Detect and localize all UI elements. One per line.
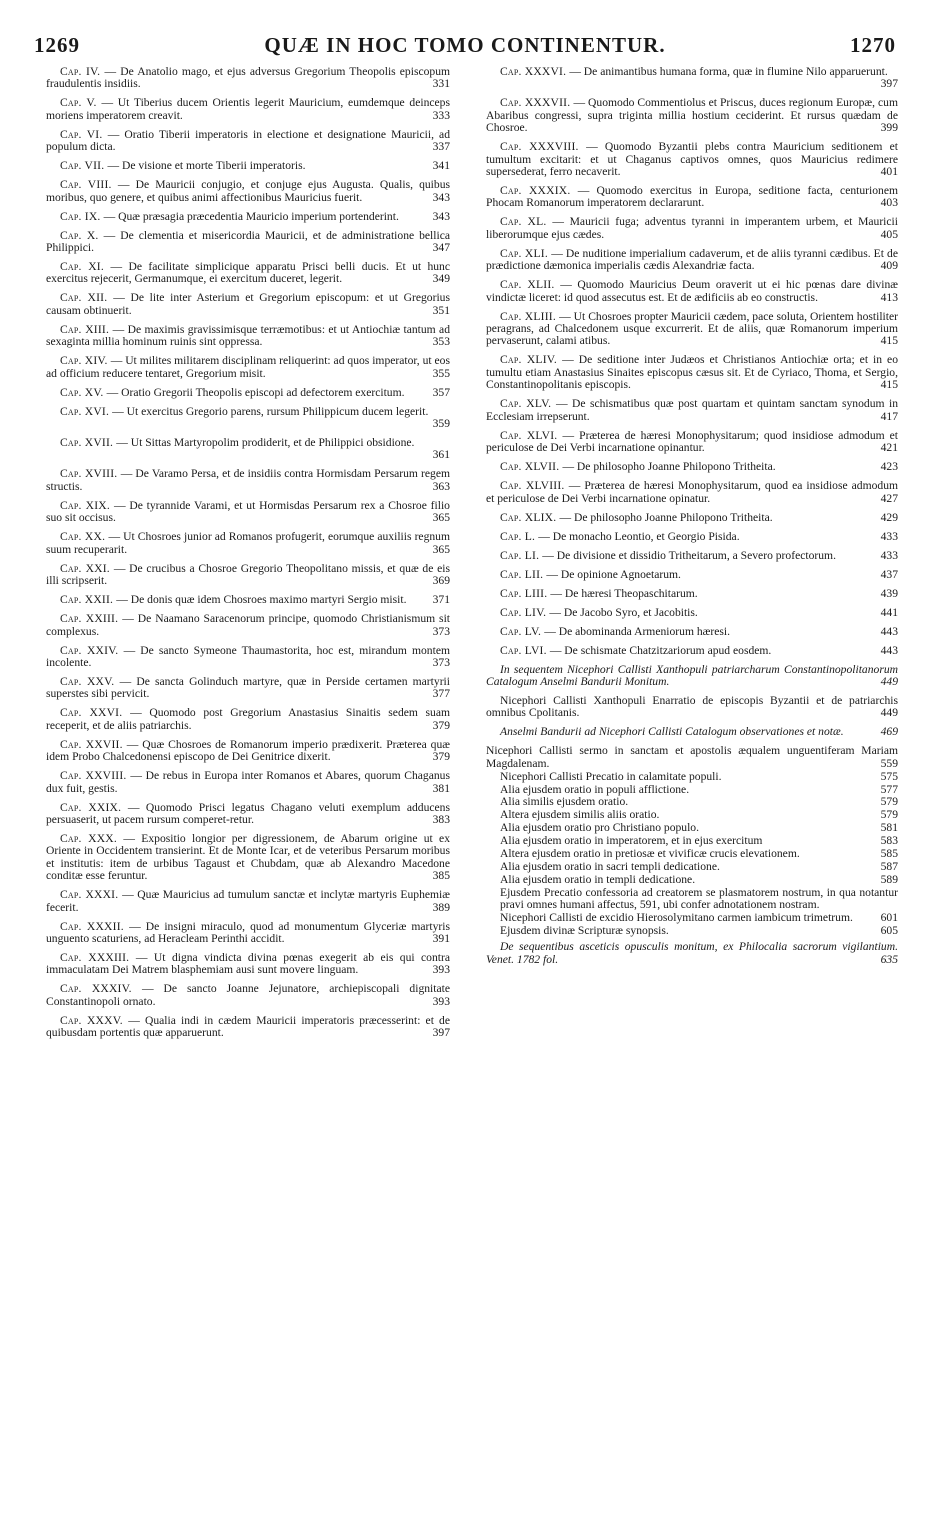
toc-entry <box>486 569 898 581</box>
toc-entry <box>46 179 450 204</box>
toc-entry <box>486 531 898 543</box>
toc-entry <box>46 983 450 1008</box>
chapter-number: Cap. XXIV. <box>60 643 124 657</box>
chapter-text: — Quomodo Mauricius Deum oraverit ut ei hic pœnas dare divinæ vindictæ liceret: id quod assecutus est. Et de ædificiis ab eo constructis. <box>486 278 898 304</box>
chapter-number: Cap. LV. <box>500 624 545 638</box>
chapter-text: — De facilitate simplicique apparatu Prisci belli ducis. Et ut hunc exercitus rejecerit, Germanumque, ei exercitum duceret, legerit. <box>46 260 450 286</box>
chapter-number: Cap. XVI. <box>60 404 113 418</box>
chapter-number: Cap. XVII. <box>60 436 117 450</box>
page-ref: 361 <box>432 448 450 462</box>
chapter-text: — De philosopho Joanne Philopono Tritheita. <box>559 510 773 524</box>
chapter-number: Cap. L. <box>500 529 539 543</box>
chapter-number: Cap. XLIX. <box>500 510 560 524</box>
chapter-text: — De donis quæ idem Chosroes maximo martyri Sergio misit. <box>116 593 407 607</box>
chapter-number: Cap. XLVIII. <box>500 479 569 493</box>
page-ref: 343 <box>432 209 450 223</box>
chapter-text: — Quomodo Byzantii plebs contra Mauricium seditionem et tumultum excitarit: et ut Chaganus captivos omnes, quos Mauricius redimere supersederat, ferro necaverit. <box>486 140 898 179</box>
toc-entry <box>486 216 898 241</box>
entry-text: Alia ejusdem oratio in sacri templi dedicatione. <box>500 859 720 873</box>
page-ref: 379 <box>432 718 450 732</box>
page-ref: 379 <box>432 750 450 764</box>
chapter-text: — De visione et morte Tiberii imperatoris. <box>107 159 306 173</box>
chapter-text: — De schismatibus quæ post quartam et quintam sanctam synodum in Ecclesiam irrepserunt. <box>486 397 898 423</box>
page-ref: 363 <box>432 479 450 493</box>
page-ref: 355 <box>432 366 450 380</box>
toc-entry <box>46 563 450 588</box>
chapter-number: Cap. XVIII. <box>60 467 121 481</box>
right-column <box>486 66 898 973</box>
chapter-text: — Præterea de hæresi Monophysitarum, quod ea insidiose admodum et periculose de Dei Verbi incarnatione opinatur. <box>486 479 899 505</box>
toc-entry <box>46 355 450 380</box>
sermon-entry <box>486 874 898 886</box>
chapter-text: — De Mauricii conjugio, et conjuge ejus Augusta. Qualis, quibus moribus, quo genere, et quibus animi affectionibus Mauricius fuerit. <box>46 178 451 204</box>
page-ref: 403 <box>880 196 898 210</box>
sermon-entry <box>486 925 898 937</box>
chapter-number: Cap. XXIII. <box>60 612 123 626</box>
chapter-text: — Quæ præsagia præcedentia Mauricio imperium portenderint. <box>103 209 399 223</box>
chapter-text: — De nuditione imperialium cadaverum, et de aliis tyranni cædibus. Et de prædictione dæmonica imperialis cædis Alexandriæ facta. <box>486 246 899 273</box>
page-ref: 415 <box>880 378 898 392</box>
chapter-number: Cap. XXXV. <box>60 1013 129 1027</box>
toc-entry <box>486 398 898 423</box>
page-ref: 349 <box>432 272 450 286</box>
toc-entry <box>46 676 450 701</box>
entry-text: Alia ejusdem oratio pro Christiano populo. <box>500 821 699 835</box>
chapter-number: Cap. IX. <box>60 209 104 223</box>
page-ref: 383 <box>432 812 450 826</box>
chapter-text: — De maximis gravissimisque terræmotibus: et ut Antiochiæ tantum ad sexaginta millia hominum ruinis sint oppressa. <box>46 322 450 349</box>
page-ref: 401 <box>880 165 898 179</box>
toc-entry <box>46 952 450 977</box>
page-ref: 579 <box>880 795 898 809</box>
page-ref: 343 <box>432 190 450 204</box>
page-ref: 373 <box>432 655 450 669</box>
page-ref: 397 <box>880 77 898 91</box>
page-ref: 423 <box>880 460 898 474</box>
chapter-number: Cap. XLII. <box>500 278 561 292</box>
toc-entry <box>486 430 898 455</box>
chapter-text: — Ut milites militarem disciplinam reliquerint: ad quos imperator, ut eos ad officium reducere tentaret, Gregorium misit. <box>46 354 450 380</box>
page-ref: 589 <box>880 872 898 886</box>
page-ref: 341 <box>432 159 450 173</box>
chapter-text: — Ut Sittas Martyropolim prodiderit, et de Philippici obsidione. <box>116 436 415 450</box>
toc-entry <box>46 437 450 462</box>
chapter-number: Cap. XXXII. <box>60 919 130 933</box>
chapter-text: — Quæ Chosroes de Romanorum imperio prædixerit. Præterea quæ idem Probo Chalcedonensi episcopo de Dei Genitrice dixerit. <box>46 737 451 764</box>
toc-entry <box>46 707 450 732</box>
chapter-text: — Ut Chosroes junior ad Romanos profugerit, eorumque auxiliis regnum suum recuperarit. <box>46 530 450 556</box>
chapter-text: — De hæresi Theopaschitarum. <box>550 586 698 600</box>
chapter-number: Cap. XXXI. <box>60 888 123 902</box>
chapter-number: Cap. XXXVIII. <box>500 140 587 154</box>
chapter-text: — De divisione et dissidio Tritheitarum, a Severo profectorum. <box>542 548 836 562</box>
page-ref: 365 <box>432 511 450 525</box>
toc-entry <box>486 645 898 657</box>
entry-text: Alia ejusdem oratio in populi afflictione. <box>500 782 690 796</box>
toc-entry <box>486 550 898 562</box>
toc-entry <box>46 387 450 399</box>
entry-text: In sequentem Nicephori Callisti Xanthopuli patriarcharum Constantinopolitanorum Catalogum Anselmi Bandurii Monitum. <box>486 662 898 688</box>
page-number-left: 1269 <box>34 33 80 57</box>
chapter-number: Cap. XL. <box>500 215 553 229</box>
chapter-number: Cap. XXI. <box>60 561 114 575</box>
chapter-number: Cap. XII. <box>60 291 114 305</box>
page-number-right: 1270 <box>850 33 896 57</box>
toc-entry <box>486 185 898 210</box>
chapter-text: — De Varamo Persa, et de insidiis contra Hormisdam Persarum regem structis. <box>46 467 451 493</box>
chapter-text: — Ut Chosroes propter Mauricii cædem, pace soluta, Orientem hostiliter peragrans, ad Chalcedonem usque excurrerit. Et de aliis, quæ Romanorum imperium pervaserunt, calami atibus. <box>486 309 898 348</box>
toc-entry <box>486 248 898 273</box>
chapter-text: — De monacho Leontio, et Georgio Pisida. <box>538 529 740 543</box>
chapter-number: Cap. XXXVI. <box>500 65 570 78</box>
toc-entry <box>486 141 898 178</box>
page-ref: 427 <box>880 491 898 505</box>
monitum-entry <box>486 664 898 689</box>
chapter-number: Cap. XLI. <box>500 246 552 260</box>
chapter-text: — De opinione Agnoetarum. <box>546 567 681 581</box>
toc-entry <box>46 531 450 556</box>
entry-text: Altera ejusdem similis aliis oratio. <box>500 808 660 822</box>
page-ref: 437 <box>880 567 898 581</box>
toc-entry <box>46 129 450 154</box>
chapter-text: — De Anatolio mago, et ejus adversus Gregorium Theopolis episcopum fraudulentis insidiis. <box>46 65 451 91</box>
page-ref: 585 <box>880 847 898 861</box>
sermon-entry <box>486 809 898 821</box>
toc-entry <box>46 468 450 493</box>
chapter-number: Cap. XXX. <box>60 831 124 845</box>
toc-entry <box>46 211 450 223</box>
chapter-text: — De seditione inter Judæos et Christianos Antiochiæ orta; et in eo tumultu etiam Anastasius Sinaites episcopus cæsus sit. Et de Cyriaco, Thoma, et Sergio, Constantinopolitanis episcopis. <box>486 353 899 392</box>
page-ref: 385 <box>432 869 450 883</box>
page-ref: 581 <box>880 821 898 835</box>
chapter-number: Cap. XLV. <box>500 397 556 411</box>
page-ref: 393 <box>432 963 450 977</box>
page-ref: 331 <box>432 77 450 91</box>
chapter-text: — De animantibus humana forma, quæ in flumine Nilo apparuerunt. <box>569 65 888 78</box>
page-ref: 333 <box>432 108 450 122</box>
toc-entry <box>46 261 450 286</box>
entry-text: Alia ejusdem oratio in imperatorem, et in ejus exercitum <box>500 834 763 848</box>
chapter-number: Cap. XLVI. <box>500 428 563 442</box>
chapter-number: Cap. XXV. <box>60 674 120 688</box>
toc-entry <box>486 354 898 391</box>
toc-entry <box>46 802 450 827</box>
page-ref: 575 <box>880 769 898 783</box>
page-ref: 417 <box>880 409 898 423</box>
chapter-number: Cap. XXVII. <box>60 737 127 751</box>
page-ref: 371 <box>432 593 450 607</box>
toc-entry <box>46 739 450 764</box>
sermon-entry <box>486 745 898 770</box>
entry-text: Nicephori Callisti Precatio in calamitate populi. <box>500 769 722 783</box>
toc-entry <box>46 613 450 638</box>
enarratio-entry <box>486 695 898 720</box>
page-ref: 433 <box>880 529 898 543</box>
sermon-entry <box>486 784 898 796</box>
chapter-number: Cap. IV. <box>60 65 105 78</box>
toc-entry <box>486 97 898 134</box>
entry-text: Alia ejusdem oratio in templi dedicatione. <box>500 872 696 886</box>
page-ref: 587 <box>880 859 898 873</box>
toc-entry <box>46 645 450 670</box>
chapter-text: — Mauricii fuga; adventus tyranni in imperantem urbem, et Mauricii liberorumque ejus cædes. <box>486 215 898 241</box>
page-ref: 377 <box>432 687 450 701</box>
page-ref: 583 <box>880 834 898 848</box>
toc-entry <box>486 480 898 505</box>
sermon-entry <box>486 835 898 847</box>
page-ref: 409 <box>880 259 898 273</box>
chapter-number: Cap. LIII. <box>500 586 551 600</box>
toc-entry <box>486 279 898 304</box>
chapter-number: Cap. LII. <box>500 567 547 581</box>
page-ref: 373 <box>432 624 450 638</box>
chapter-text: — Oratio Gregorii Theopolis episcopi ad defectorem exercitum. <box>106 385 405 399</box>
chapter-number: Cap. VIII. <box>60 178 118 192</box>
chapter-number: Cap. VI. <box>60 127 108 141</box>
chapter-text: — De tyrannide Varami, et ut Hormisdas Persarum rex a Chosroe filio suo sit occisus. <box>46 498 450 525</box>
chapter-text: — Expositio longior per digressionem, de Abarum origine ut ex Oriente in Occidentem transierint. Et de Monte Icar, et de veteribus Persarum moribus et institutis: item de urbibus Tagaust et Chubdam, quæ ab Alexandro Macedone conditæ esse feruntur. <box>46 831 450 883</box>
chapter-text: — De abominanda Armeniorum hæresi. <box>544 624 731 638</box>
chapter-number: Cap. LVI. <box>500 643 550 657</box>
toc-entry <box>46 770 450 795</box>
chapter-number: Cap. XXIX. <box>60 800 128 814</box>
sermon-entry <box>486 912 898 924</box>
chapter-text: — Quæ Mauricius ad tumulum sanctæ et inclytæ martyris Euphemiæ fecerit. <box>46 888 451 914</box>
page-ref: 353 <box>432 335 450 349</box>
chapter-number: Cap. XXXIX. <box>500 184 578 198</box>
page-ref: 415 <box>880 334 898 348</box>
chapter-number: Cap. XIII. <box>60 322 113 336</box>
page-ref: 391 <box>432 931 450 945</box>
page-ref: 469 <box>880 725 898 739</box>
chapter-text: — Oratio Tiberii imperatoris in electione et designatione Mauricii, ad populum dicta. <box>46 127 450 154</box>
sermon-entry <box>486 796 898 808</box>
toc-entry <box>46 1015 450 1040</box>
sermon-entry <box>486 822 898 834</box>
page-ref: 429 <box>880 510 898 524</box>
chapter-text: — De lite inter Asterium et Gregorium episcopum: et ut Gregorius causam obtinuerit. <box>46 291 450 317</box>
chapter-text: — Ut Tiberius ducem Orientis legerit Mauricium, eumdemque deinceps moriens imperatorem creavit. <box>46 96 450 122</box>
page-ref: 449 <box>880 706 898 720</box>
toc-entry <box>46 160 450 172</box>
page-ref: 359 <box>432 417 450 431</box>
chapter-number: Cap. XLVII. <box>500 460 563 474</box>
toc-entry <box>46 292 450 317</box>
page-ref: 439 <box>880 586 898 600</box>
page-ref: 381 <box>432 781 450 795</box>
chapter-text: — De rebus in Europa inter Romanos et Abares, quorum Chaganus dux fuit, gestis. <box>46 769 450 795</box>
entry-text: De sequentibus asceticis opusculis monitum, ex Philocalia sacrorum vigilantium. Venet. 1782 fol. <box>486 940 898 966</box>
toc-entry <box>486 311 898 348</box>
toc-entry <box>46 324 450 349</box>
chapter-text: — Quomodo Commentiolus et Priscus, duces regionum Europæ, cum Abaribus congressi, supra triginta millia hostium ceciderint. Et rursus quædam de Chosroe. <box>486 96 898 135</box>
page-ref: 559 <box>880 756 898 770</box>
chapter-number: Cap. XLIII. <box>500 309 560 323</box>
left-column <box>46 66 450 1046</box>
chapter-text: — De sancta Golinduch martyre, quæ in Perside certamen martyrii superstes sibi pervicit. <box>46 674 450 701</box>
chapter-text: — De crucibus a Chosroe Gregorio Theopolitano missis, et quæ de eis illi scripserit. <box>46 561 450 588</box>
page-ref: 365 <box>432 542 450 556</box>
observationes-entry <box>486 726 898 738</box>
chapter-number: Cap. XXII. <box>60 593 117 607</box>
chapter-number: Cap. LI. <box>500 548 543 562</box>
toc-entry <box>46 66 450 91</box>
toc-entry <box>46 97 450 122</box>
page-ref: 397 <box>432 1026 450 1040</box>
toc-entry <box>46 500 450 525</box>
chapter-number: Cap. XX. <box>60 530 109 544</box>
chapter-number: Cap. XI. <box>60 260 111 274</box>
entry-text: Altera ejusdem oratio in pretiosæ et vivificæ crucis elevationem. <box>500 847 800 861</box>
chapter-number: Cap. XXVI. <box>60 706 131 720</box>
toc-entry <box>486 461 898 473</box>
chapter-text: — De schismate Chatzitzariorum apud eosdem. <box>549 643 772 657</box>
page-ref: 413 <box>880 290 898 304</box>
sermon-entry <box>486 887 898 912</box>
page-header <box>34 33 896 61</box>
chapter-text: — De clementia et misericordia Mauricii, et de administratione bellica Philippici. <box>46 228 450 255</box>
entry-text: Ejusdem Precatio confessoria ad creatorem se plasmatorem nostrum, in qua notantur pravi omnes humani affectus, 591, ubi confer adnotationem nostram. <box>500 885 898 912</box>
toc-entry <box>486 626 898 638</box>
entry-text: Nicephori Callisti Xanthopuli Enarratio de episcopis Byzantii et de patriarchis omnibus Cpolitanis. <box>486 693 898 720</box>
page-ref: 577 <box>880 782 898 796</box>
page-ref: 405 <box>880 227 898 241</box>
toc-entry <box>486 588 898 600</box>
chapter-number: Cap. XXXVII. <box>500 96 574 110</box>
toc-entry <box>486 607 898 619</box>
toc-entry <box>46 230 450 255</box>
toc-entry <box>46 833 450 883</box>
page-ref: 421 <box>880 441 898 455</box>
chapter-text: — Ut exercitus Gregorio parens, rursum Philippicum ducem legerit. <box>112 404 429 418</box>
entry-text: Alia similis ejusdem oratio. <box>500 795 629 809</box>
page-ref: 443 <box>880 643 898 657</box>
entry-text: Anselmi Bandurii ad Nicephori Callisti Catalogum observationes et notæ. <box>500 725 844 739</box>
chapter-text: — De sancto Symeone Thaumastorita, hoc est, mirandum montem incolente. <box>46 643 450 669</box>
page-ref: 369 <box>432 574 450 588</box>
chapter-number: Cap. XLIV. <box>500 353 563 367</box>
toc-entry <box>46 889 450 914</box>
toc-entry <box>46 921 450 946</box>
chapter-text: — Quomodo post Gregorium Anastasius Sinaitis sedem suam receperit, et de aliis patriarchis. <box>46 706 450 732</box>
entry-text: Nicephori Callisti de excidio Hierosolymitano carmen iambicum trimetrum. <box>500 911 853 925</box>
page-ref: 399 <box>880 121 898 135</box>
sermon-entry <box>486 848 898 860</box>
page-ref: 347 <box>432 241 450 255</box>
page-ref: 441 <box>880 605 898 619</box>
page-ref: 605 <box>880 924 898 937</box>
sermon-entry <box>486 771 898 783</box>
page-ref: 357 <box>432 385 450 399</box>
chapter-number: Cap. X. <box>60 228 104 242</box>
chapter-text: — De insigni miraculo, quod ad monumentum Glyceriæ martyris unguento scaturiens, ad Heracleam Perinthi accidit. <box>46 919 450 945</box>
chapter-number: Cap. XV. <box>60 385 107 399</box>
chapter-number: Cap. XIX. <box>60 498 114 512</box>
page-ref: 579 <box>880 808 898 822</box>
chapter-number: Cap. V. <box>60 96 102 110</box>
chapter-text: — Præterea de hæresi Monophysitarum; quod insidiose admodum et periculose de Dei Verbi incarnatione opinantur. <box>486 428 898 455</box>
chapter-text: — Ut digna vindicta divina pœnas exegerit ab eis qui contra immaculatam Dei Matrem blasphemiam ausi sunt movere linguam. <box>46 950 450 977</box>
chapter-number: Cap. LIV. <box>500 605 550 619</box>
chapter-number: Cap. XXXIV. <box>60 982 142 996</box>
chapter-text: — Quomodo exercitus in Europa, seditione facta, centurionem Phocam Romanorum imperatorem declararunt. <box>486 184 898 210</box>
sermon-entry <box>486 861 898 873</box>
page-ref: 635 <box>880 952 898 966</box>
final-entry <box>486 941 898 966</box>
chapter-text: — De philosopho Joanne Philopono Tritheita. <box>562 460 776 474</box>
chapter-text: — De sancto Joanne Jejunatore, archiepiscopali dignitate Constantinopoli ornato. <box>46 982 450 1008</box>
running-title: QUÆ IN HOC TOMO CONTINENTUR. <box>264 33 666 57</box>
chapter-number: Cap. XIV. <box>60 354 111 368</box>
toc-entry <box>486 66 898 91</box>
chapter-text: — Qualia indi in cædem Mauricii imperatoris præcesserint: et de quibusdam portentis quæ apparuerunt. <box>46 1013 450 1040</box>
page-ref: 351 <box>432 303 450 317</box>
page-ref: 337 <box>432 140 450 154</box>
toc-entry <box>486 512 898 524</box>
entry-text: Ejusdem divinæ Scripturæ synopsis. <box>500 924 669 937</box>
chapter-text: — De Naamano Saracenorum principe, quomodo Christianismum sit complexus. <box>46 612 451 638</box>
entry-text: Nicephori Callisti sermo in sanctam et apostolis æqualem unguentiferam Mariam Magdalenam. <box>486 744 898 770</box>
page-ref: 449 <box>880 674 898 688</box>
page-ref: 393 <box>432 994 450 1008</box>
toc-entry <box>46 594 450 606</box>
chapter-number: Cap. XXXIII. <box>60 950 136 964</box>
chapter-text: — Quomodo Prisci legatus Chagano veluti exemplum adducens persuaserit, ut pacem rursum comperet-retur. <box>46 800 450 826</box>
chapter-text: — De Jacobo Syro, et Jacobitis. <box>549 605 698 619</box>
toc-entry <box>46 406 450 431</box>
chapter-number: Cap. XXVIII. <box>60 769 131 783</box>
chapter-number: Cap. VII. <box>60 159 108 173</box>
page-ref: 443 <box>880 624 898 638</box>
page-ref: 433 <box>880 548 898 562</box>
page-ref: 601 <box>880 911 898 925</box>
page-ref: 389 <box>432 900 450 914</box>
